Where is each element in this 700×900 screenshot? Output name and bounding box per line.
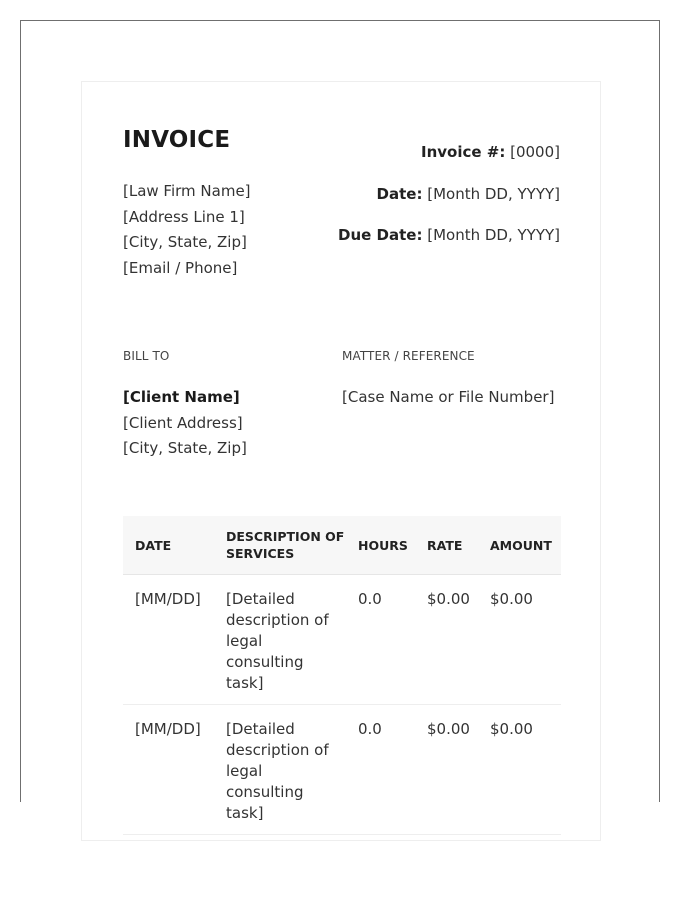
invoice-date-label: Date: xyxy=(376,184,423,203)
invoice-number-value: [0000] xyxy=(505,143,560,161)
firm-info xyxy=(123,179,251,281)
header-hours: HOURS xyxy=(346,516,415,575)
invoice-meta xyxy=(338,141,560,266)
due-date-row xyxy=(338,224,560,266)
cell-amount: $0.00 xyxy=(478,575,561,705)
cell-description: [Detailed description of legal consulting task] xyxy=(214,575,346,705)
cell-rate: $0.00 xyxy=(415,705,478,835)
firm-contact: [Email / Phone] xyxy=(123,258,238,277)
matter-label: MATTER / REFERENCE xyxy=(342,349,475,363)
due-date-label: Due Date: xyxy=(338,226,423,244)
invoice-date-row xyxy=(338,183,560,225)
invoice-title: INVOICE xyxy=(123,127,231,153)
bill-to-block xyxy=(123,385,247,462)
firm-name: [Law Firm Name] xyxy=(123,182,251,200)
cell-rate: $0.00 xyxy=(415,575,478,705)
invoice-card xyxy=(81,81,601,841)
invoice-number-label: Invoice #: xyxy=(421,143,506,161)
table-row xyxy=(123,705,561,835)
header-amount: AMOUNT xyxy=(478,516,561,575)
cell-date: [MM/DD] xyxy=(123,705,214,835)
cell-date: [MM/DD] xyxy=(123,575,214,705)
firm-city-state-zip: [City, State, Zip] xyxy=(123,233,247,251)
page-frame xyxy=(20,20,660,822)
client-name: [Client Name] xyxy=(123,388,240,406)
header-description: DESCRIPTION OF SERVICES xyxy=(214,516,346,575)
header-date: DATE xyxy=(123,516,214,575)
cell-hours: 0.0 xyxy=(346,575,415,705)
invoice-number-row xyxy=(338,141,560,183)
firm-address-line-1: [Address Line 1] xyxy=(123,207,245,226)
client-city-state-zip: [City, State, Zip] xyxy=(123,439,247,457)
table-header-row xyxy=(123,516,561,575)
bill-to-label: BILL TO xyxy=(123,349,170,363)
invoice-date-value: [Month DD, YYYY] xyxy=(422,184,560,203)
due-date-value: [Month DD, YYYY] xyxy=(422,226,560,244)
cell-description: [Detailed description of legal consulting task] xyxy=(214,705,346,835)
services-table xyxy=(123,516,561,835)
header-rate: RATE xyxy=(415,516,478,575)
table-row xyxy=(123,575,561,705)
matter-value: [Case Name or File Number] xyxy=(342,388,555,406)
client-address: [Client Address] xyxy=(123,413,243,432)
cell-amount: $0.00 xyxy=(478,705,561,835)
cell-hours: 0.0 xyxy=(346,705,415,835)
